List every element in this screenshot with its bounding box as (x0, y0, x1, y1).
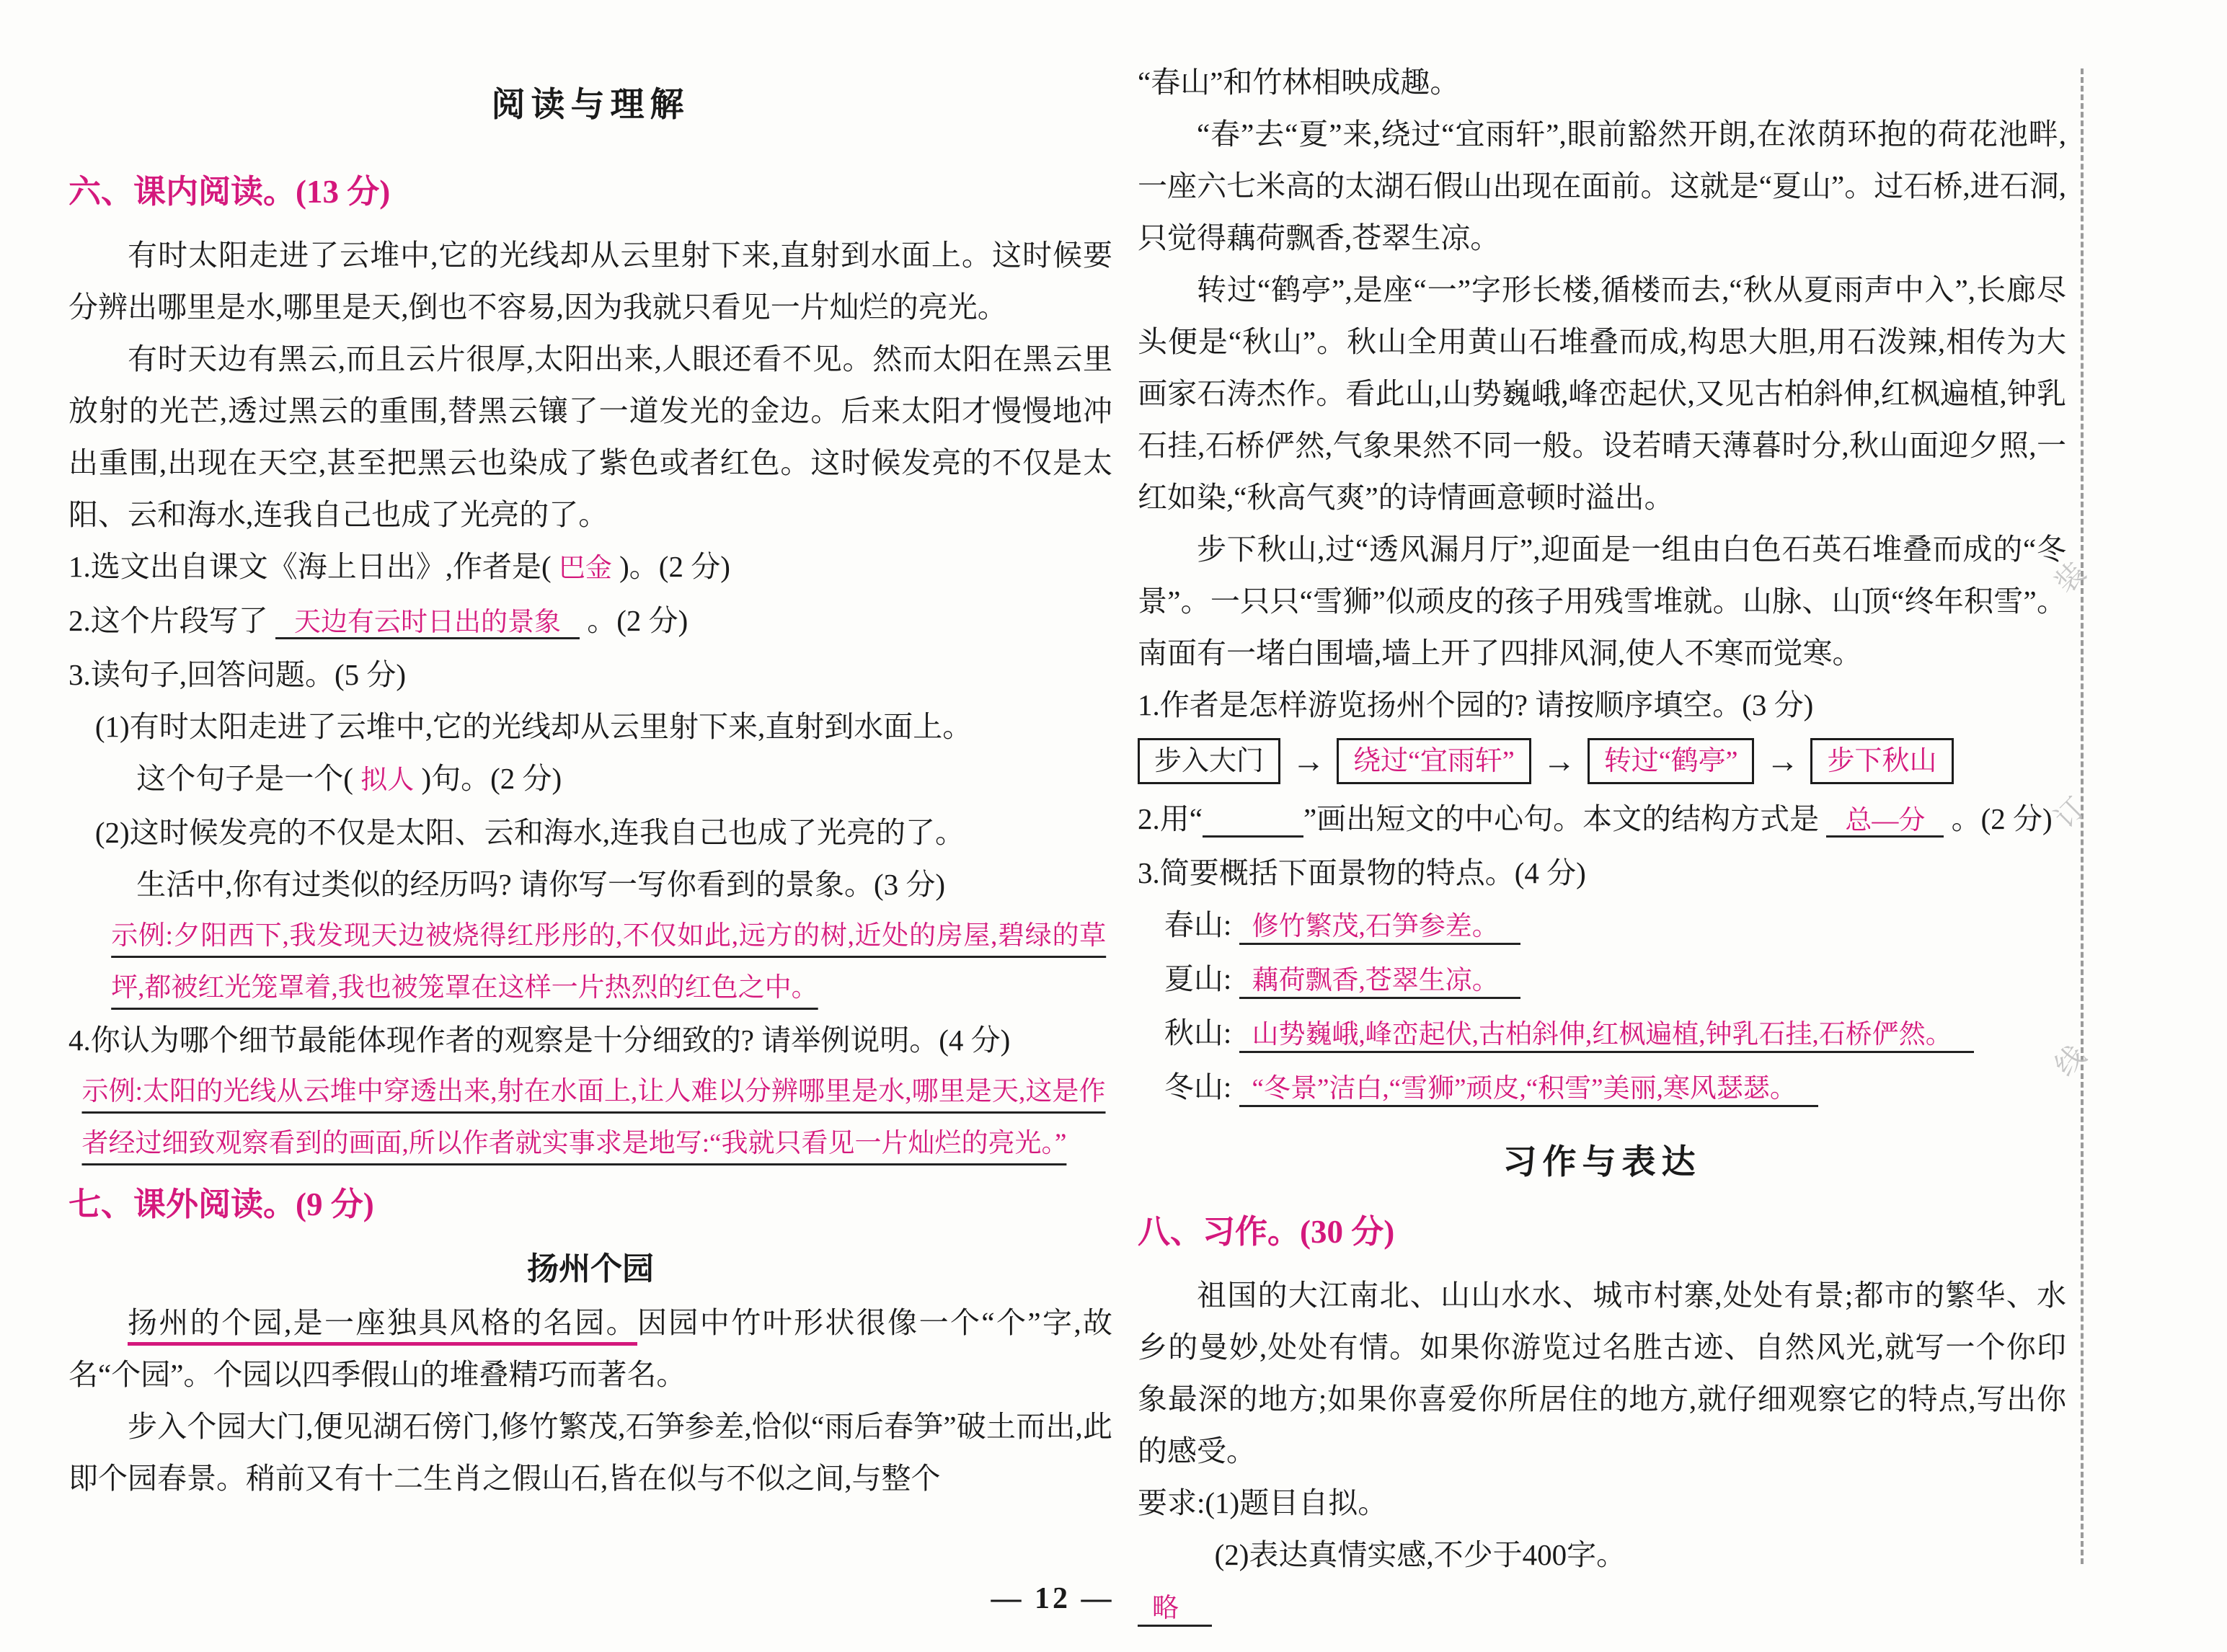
binding-mark-zhuang: 装 (2048, 556, 2092, 600)
feature-autumn-label: 秋山: (1164, 1016, 1232, 1049)
section-title-writing: 习作与表达 (1502, 1144, 1701, 1181)
feature-summer (1164, 953, 2066, 1007)
flow-step-2-answer: 绕过“宜雨轩” (1337, 738, 1531, 784)
binding-mark-xian: 线 (2048, 1039, 2092, 1083)
center-sentence-underlined: 扬州的个园,是一座独具风格的名园。 (128, 1306, 637, 1346)
flow-step-3-answer: 转过“鹤亭” (1588, 738, 1755, 784)
arrow-right-icon: → (1766, 742, 1799, 779)
composition-answer-omitted: 略 (1138, 1594, 1212, 1627)
r-question-2-answer: 总—分 (1826, 806, 1944, 838)
composition-prompt: 祖国的大江南北、山山水水、城市村寨,处处有景;都市的繁华、水乡的曼妙,处处有情。如果你游览过名胜古迹、自然风光,就写一个你印象最深的地方;如果你喜爱你所居住的地方,就仔细观察它的特点,写出你的感受。 (1138, 1279, 2066, 1467)
heading-section-6: 六、课内阅读。(13 分) (68, 174, 391, 210)
binding-mark-ding: 订 (2048, 791, 2092, 835)
passage-title-yangzhou: 扬州个园 (527, 1251, 654, 1287)
feature-spring-label: 春山: (1164, 908, 1232, 941)
arrow-right-icon: → (1292, 742, 1326, 779)
r-question-2-inline-blank (1203, 806, 1303, 838)
r-question-2-prefix: 2.用“ (1138, 802, 1203, 835)
question-3-sub1-line (136, 752, 1112, 807)
composition-requirement-1: 要求:(1)题目自拟。 (1138, 1486, 1388, 1519)
yangzhou-paragraph-1-rest: 因园中竹叶形状很像一个“个”字,故名“个园”。个园以四季假山的堆叠精巧而著名。 (68, 1306, 1112, 1391)
feature-winter-label: 冬山: (1164, 1070, 1232, 1103)
question-3-sub2: (2)这时候发亮的不仅是太阳、云和海水,连我自己也成了光亮的了。 (94, 816, 965, 849)
left-column (68, 78, 1112, 1504)
heading-section-7: 七、课外阅读。(9 分) (68, 1186, 374, 1222)
feature-autumn (1164, 1007, 2066, 1061)
question-3-sub1-suffix: )句。(2 分) (421, 762, 562, 795)
passage-sunrise-paragraph-1: 有时太阳走进了云堆中,它的光线却从云里射下来,直射到水面上。这时候要分辨出哪里是水,哪里是天,倒也不容易,因为我就只看见一片灿烂的亮光。 (68, 239, 1112, 324)
question-2-answer-blank: 天边有云时日出的景象 (275, 608, 580, 639)
question-2-suffix: 。(2 分) (587, 604, 689, 637)
question-3-sub2-answer: 示例:夕阳西下,我发现天边被烧得红彤彤的,不仅如此,远方的树,近处的房屋,碧绿的草坪,都被红光笼罩着,我也被笼罩在这样一片热烈的红色之中。 (111, 921, 1107, 1003)
flow-step-4-answer: 步下秋山 (1810, 738, 1953, 784)
yangzhou-paragraph-summer: “春”去“夏”来,绕过“宜雨轩”,眼前豁然开朗,在浓荫环抱的荷花池畔,一座六七米高的太湖石假山出现在面前。这就是“夏山”。过石桥,进石洞,只觉得藕荷飘香,苍翠生凉。 (1138, 117, 2066, 254)
question-3-sub1: (1)有时太阳走进了云堆中,它的光线却从云里射下来,直射到水面上。 (94, 710, 973, 743)
yangzhou-paragraph-winter: 步下秋山,过“透风漏月厅”,迎面是一组由白色石英石堆叠而成的“冬景”。一只只“雪狮”似顽皮的孩子用残雪堆就。山脉、山顶“终年积雪”。南面有一堵白围墙,墙上开了四排风洞,使人不寒而觉寒。 (1138, 533, 2066, 670)
yangzhou-paragraph-2: 步入个园大门,便见湖石傍门,修竹繁茂,石笋参差,恰似“雨后春笋”破土而出,此即个园春景。稍前又有十二生肖之假山石,皆在似与不似之间,与整个 (68, 1410, 1112, 1495)
question-4: 4.你认为哪个细节最能体现作者的观察是十分细致的? 请举例说明。(4 分) (68, 1023, 1011, 1057)
feature-spring-answer: 修竹繁茂,石笋参差。 (1239, 912, 1520, 945)
feature-winter (1164, 1061, 2066, 1115)
composition-answer-line (1138, 1581, 2066, 1635)
feature-spring (1164, 899, 2066, 953)
feature-winter-answer: “冬景”洁白,“雪狮”顽皮,“积雪”美丽,寒风瑟瑟。 (1239, 1074, 1818, 1107)
question-3-sub2-prompt: 生活中,你有过类似的经历吗? 请你写一写你看到的景象。(3 分) (136, 868, 946, 901)
question-2 (68, 595, 1112, 649)
yangzhou-continuation-line: “春山”和竹林相映成趣。 (1138, 66, 1460, 99)
right-column (1138, 56, 2066, 1635)
r-question-2-mid: ”画出短文的中心句。本文的结构方式是 (1303, 802, 1820, 835)
r-question-2 (1138, 793, 2066, 847)
question-3-sub1-prefix: 这个句子是一个( (136, 762, 353, 795)
passage-sunrise-paragraph-2: 有时天边有黑云,而且云片很厚,太阳出来,人眼还看不见。然而太阳在黑云里放射的光芒,透过黑云的重围,替黑云镶了一道发光的金边。后来太阳才慢慢地冲出重围,出现在天空,甚至把黑云也染成了紫色或者红色。这时候发亮的不仅是太阳、云和海水,连我自己也成了光亮的了。 (68, 342, 1112, 531)
r-question-1: 1.作者是怎样游览扬州个园的? 请按顺序填空。(3 分) (1138, 688, 1814, 721)
feature-summer-answer: 藕荷飘香,苍翠生凉。 (1239, 966, 1520, 999)
question-1-answer: 巴金 (558, 554, 612, 583)
r-question-2-suffix: 。(2 分) (1951, 802, 2053, 835)
tour-order-flowchart (1138, 738, 2066, 784)
yangzhou-paragraph-autumn: 转过“鹤亭”,是座“一”字形长楼,循楼而去,“秋从夏雨声中入”,长廊尽头便是“秋山”。秋山全用黄山石堆叠而成,构思大胆,用石泼辣,相传为大画家石涛杰作。看此山,山势巍峨,峰峦起伏,又见古柏斜伸,红枫遍植,钟乳石挂,石桥俨然,气象果然不同一般。设若晴天薄暮时分,秋山面迎夕照,一红如染,“秋高气爽”的诗情画意顿时溢出。 (1138, 273, 2066, 514)
question-3-sub1-answer: 拟人 (360, 765, 415, 795)
feature-summer-label: 夏山: (1164, 962, 1232, 995)
feature-autumn-answer: 山势巍峨,峰峦起伏,古柏斜伸,红枫遍植,钟乳石挂,石桥俨然。 (1239, 1020, 1974, 1053)
r-question-3: 3.简要概括下面景物的特点。(4 分) (1138, 856, 1586, 889)
section-title-reading: 阅读与理解 (491, 86, 690, 124)
arrow-right-icon: → (1542, 742, 1576, 779)
question-4-answer: 示例:太阳的光线从云堆中穿透出来,射在水面上,让人难以分辨哪里是水,哪里是天,这是作者经过细致观察看到的画面,所以作者就实事求是地写:“我就只看见一片灿烂的亮光。” (81, 1077, 1106, 1158)
yangzhou-paragraph-1 (68, 1297, 1112, 1400)
question-1 (68, 541, 1112, 595)
question-1-suffix: )。(2 分) (619, 550, 730, 583)
heading-section-8: 八、习作。(30 分) (1138, 1214, 1395, 1250)
composition-requirement-2: (2)表达真情实感,不少于400字。 (1214, 1538, 1626, 1571)
question-1-text: 1.选文出自课文《海上日出》,作者是( (68, 550, 552, 583)
page-number: — 12 — (991, 1582, 1115, 1615)
question-3: 3.读句子,回答问题。(5 分) (68, 658, 407, 691)
flow-step-1: 步入大门 (1138, 738, 1280, 784)
question-2-text: 2.这个片段写了 (68, 604, 268, 637)
